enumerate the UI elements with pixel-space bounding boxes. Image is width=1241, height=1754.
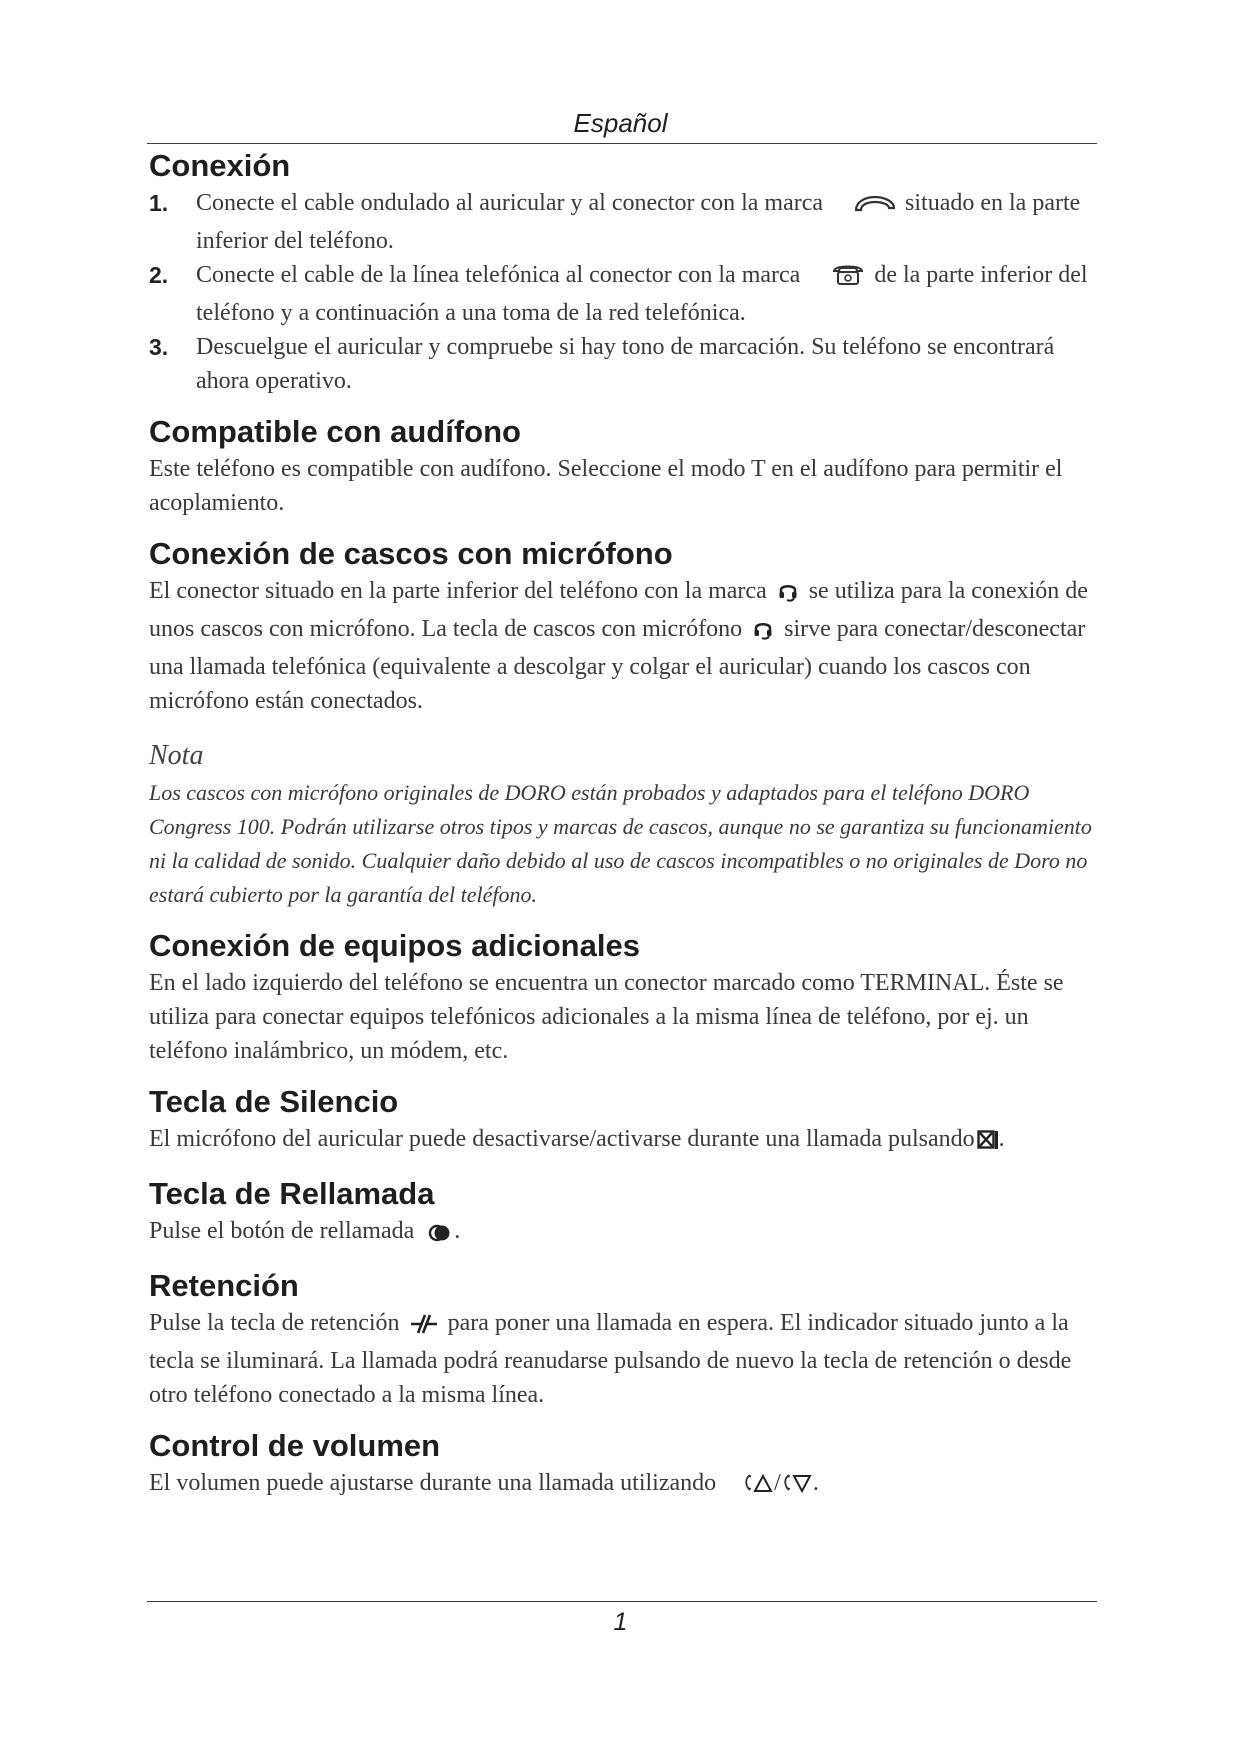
step-text: Descuelgue el auricular y compruebe si hay tono de marcación. Su teléfono se encontrará ahora operativo.	[196, 334, 1055, 394]
handset-icon	[853, 190, 897, 224]
note-text: Los cascos con micrófono originales de DORO están probados y adaptados para el teléfono DORO Congress 100. Podrán utilizarse otros tipos y marcas de cascos, aunque no se garantiza su funcionamiento ni la calidad de sonido. Cualquier daño debido al uso de cascos incompatibles o no originales de Doro no estará cubierto por la garantía del teléfono.	[149, 780, 1092, 907]
section-volumen	[149, 1426, 1107, 1504]
rellamada-end: .	[454, 1218, 461, 1244]
headset-key-icon	[752, 616, 774, 650]
paragraph-equipos: En el lado izquierdo del teléfono se encuentra un conector marcado como TERMINAL. Éste se utiliza para conectar equipos telefónicos adicionales a la misma línea de teléfono, por ej. un teléfono inalámbrico, un módem, etc.	[149, 970, 1064, 1064]
silencio-text: El micrófono del auricular puede desactivarse/activarse durante una llamada pulsando	[149, 1126, 975, 1152]
section-silencio	[149, 1082, 1107, 1160]
list-item	[149, 186, 1107, 258]
headset-icon	[777, 578, 799, 612]
cascos-text-2: se utiliza para la conexión de unos cascos con micrófono. La tecla de cascos con micrófono	[149, 578, 1088, 642]
paragraph-silencio	[149, 1122, 1107, 1160]
rellamada-text: Pulse el botón de rellamada	[149, 1218, 415, 1244]
heading-cascos: Conexión de cascos con micrófono	[149, 536, 673, 571]
section-audifono	[149, 412, 1107, 520]
step-number: 1.	[149, 190, 169, 216]
heading-audifono: Compatible con audífono	[149, 414, 521, 449]
header-rule	[147, 143, 1097, 144]
page-header-title: Español	[573, 108, 668, 138]
section-rellamada	[149, 1174, 1107, 1252]
cascos-text-1: El conector situado en la parte inferior del teléfono con la marca	[149, 578, 767, 604]
step-text-after: situado en la parte inferior del teléfono.	[196, 190, 1081, 254]
mute-icon	[977, 1126, 999, 1160]
redial-icon	[428, 1218, 452, 1252]
section-conexion	[149, 146, 1107, 398]
section-equipos	[149, 926, 1107, 1068]
step-text-after: de la parte inferior del teléfono y a continuación a una toma de la red telefónica.	[196, 262, 1088, 326]
retencion-text-1: Pulse la tecla de retención	[149, 1310, 400, 1336]
retencion-text-2: para poner una llamada en espera. El indicador situado junto a la tecla se iluminará. La llamada podrá reanudarse pulsando de nuevo la tecla de retención o desde otro teléfono conectado a la misma línea.	[149, 1310, 1072, 1408]
hold-icon	[410, 1310, 438, 1344]
volumen-slash: /	[774, 1470, 781, 1496]
heading-silencio: Tecla de Silencio	[149, 1084, 399, 1119]
heading-volumen: Control de volumen	[149, 1428, 441, 1463]
cascos-text-3: sirve para conectar/desconectar una llamada telefónica (equivalente a descolgar y colgar el auricular) cuando los cascos con micrófono están conectados.	[149, 616, 1086, 714]
note-title: Nota	[149, 740, 204, 771]
step-text-before: Conecte el cable ondulado al auricular y al conector con la marca	[196, 190, 824, 216]
connection-steps	[149, 186, 1107, 398]
heading-equipos: Conexión de equipos adicionales	[149, 928, 640, 963]
section-retencion	[149, 1266, 1107, 1412]
heading-rellamada: Tecla de Rellamada	[149, 1176, 435, 1211]
volume-up-icon	[742, 1470, 774, 1504]
heading-retencion: Retención	[149, 1268, 299, 1303]
list-item	[149, 258, 1107, 330]
paragraph-audifono: Este teléfono es compatible con audífono. Seleccione el modo T en el audífono para permitir el acoplamiento.	[149, 456, 1063, 516]
step-number: 2.	[149, 262, 169, 288]
page-number: 1	[613, 1608, 628, 1636]
step-number: 3.	[149, 334, 169, 360]
silencio-end: .	[998, 1126, 1005, 1152]
volume-down-icon	[781, 1470, 813, 1504]
paragraph-retencion	[149, 1306, 1107, 1412]
paragraph-cascos	[149, 574, 1107, 718]
heading-conexion: Conexión	[149, 148, 291, 183]
paragraph-rellamada	[149, 1214, 1107, 1252]
volumen-text: El volumen puede ajustarse durante una llamada utilizando	[149, 1470, 717, 1496]
list-item	[149, 330, 1107, 398]
telephone-icon	[830, 262, 866, 296]
document-body	[149, 146, 1107, 1518]
section-cascos	[149, 534, 1107, 912]
footer-rule	[147, 1601, 1097, 1602]
volumen-end: .	[812, 1470, 819, 1496]
step-text-before: Conecte el cable de la línea telefónica al conector con la marca	[196, 262, 801, 288]
paragraph-volumen	[149, 1466, 1107, 1504]
